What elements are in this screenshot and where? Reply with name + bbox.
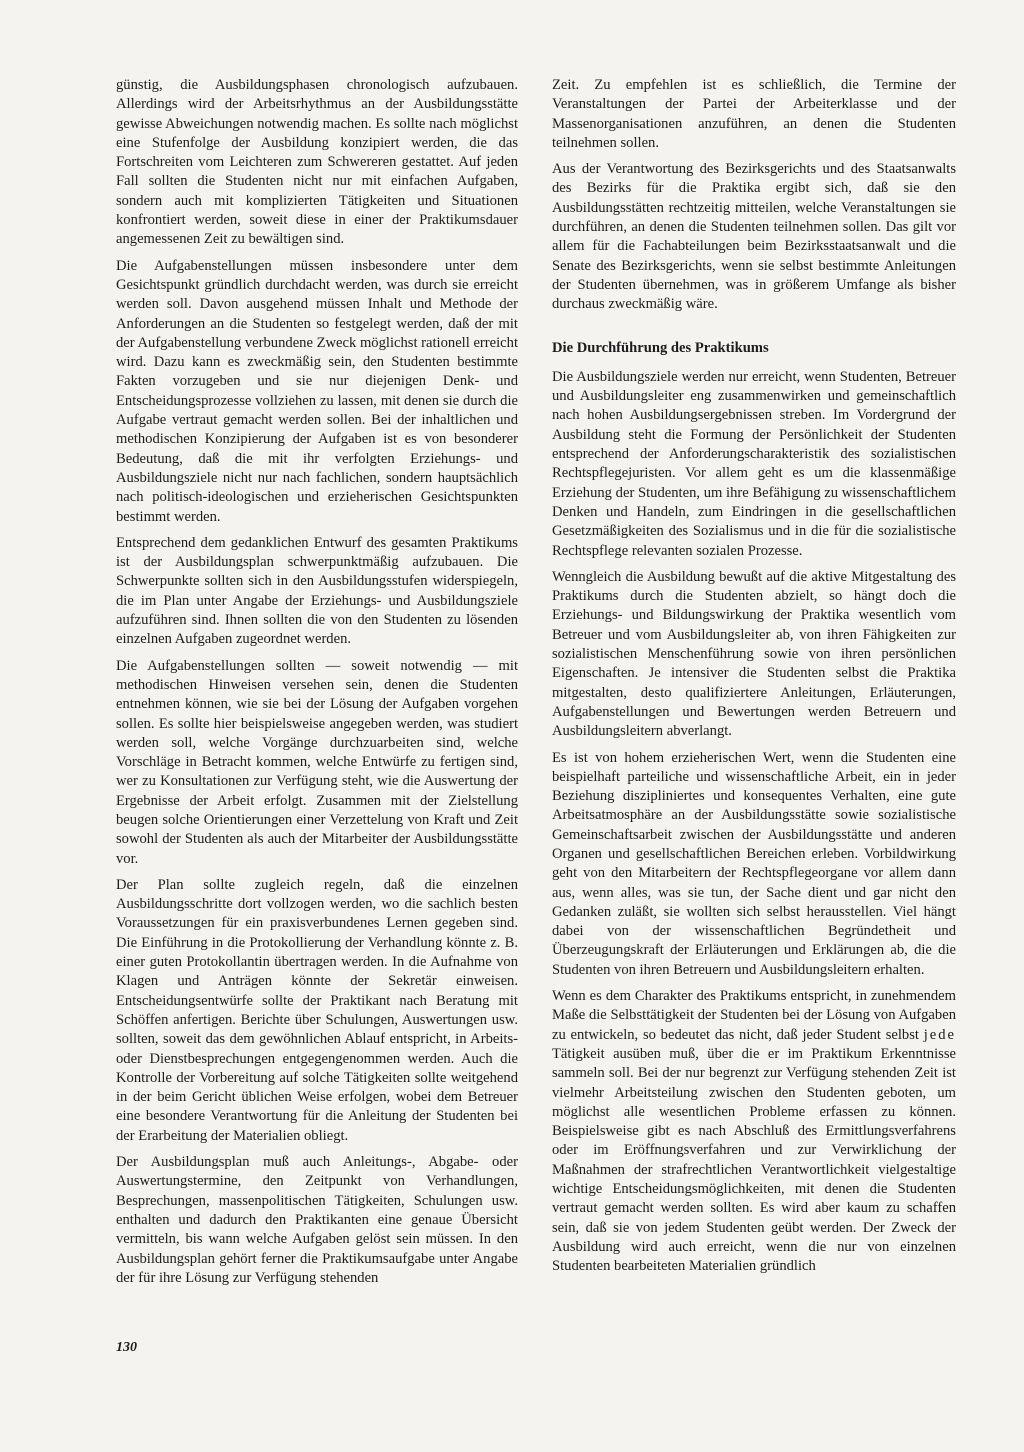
right-column <box>552 76 956 1284</box>
paragraph: Wenngleich die Ausbildung bewußt auf die aktive Mitgestaltung des Praktikums durch die Studenten abzielt, so hängt doch die Erziehungs- und Bildungswirkung der Praktika wesentlich vom Betreuer und vom Ausbildungsleiter ab, von ihren Fähigkeiten zur sozialistischen Menschenführung sowie von ihren persönlichen Eigenschaften. Je intensiver die Studenten selbst die Praktika mitgestalten, desto qualifiziertere Anleitungen, Erläuterungen, Aufgabenstellungen und Bewertungen werden Betreuern und Ausbildungsleitern abverlangt. <box>552 568 956 740</box>
paragraph: günstig, die Ausbildungsphasen chronologisch aufzubauen. Allerdings wird der Arbeitsrhythmus an der Ausbildungsstätte gewisse Abweichungen notwendig machen. Es sollte nach möglichst eine Stufenfolge der Ausbildung konzipiert werden, die das Fortschreiten vom Leichteren zum Schwereren gestattet. Auf jeden Fall sollten die Studenten nicht nur mit einfachen Aufgaben, sondern auch mit komplizierten Tätigkeiten und Situationen konfrontiert werden, soweit diese in einer der Praktikumsdauer angemessenen Zeit zu bewältigen sind. <box>116 77 518 248</box>
paragraph: Aus der Verantwortung des Bezirksgerichts und des Staatsanwalts des Bezirks für die Praktika ergibt sich, daß sie den Ausbildungsstätten rechtzeitig mitteilen, welche Veranstaltungen sie durchführen, an denen die Studenten teilnehmen sollen. Das gilt vor allem für die Fachabteilungen beim Bezirksstaatsanwalt und die Senate des Bezirksgerichts, wenn sie selbst bestimmte Anleitungen der Studenten übernehmen, was in größerem Umfange als bisher durchaus zweckmäßig wäre. <box>552 161 956 313</box>
paragraph-text: Tätigkeit ausüben muß, über die er im Praktikum Erkenntnisse sammeln soll. Bei der nur begrenzt zur Verfügung stehenden Zeit ist vielmehr Arbeitsteilung zwischen den Studenten geboten, um möglichst alle wesentlichen Probleme erfassen zu können. Beispielsweise gibt es nach Abschluß des Ermittlungsverfahrens oder im Eröffnungsverfahren und zur Verwirklichung der Maßnahmen der strafrechtlichen Verantwortlichkeit vielgestaltige wichtige Entscheidungsmöglichkeiten, mit denen die Studenten vertraut gemacht werden sollten. Es wird aber kaum zu schaffen sein, daß sie von jedem Studenten geübt werden. Der Zweck der Ausbildung wird auch erreicht, wenn die nur von einzelnen Studenten bearbeiteten Materialien gründlich <box>552 1045 956 1275</box>
paragraph: Die Aufgabenstellungen sollten — soweit notwendig — mit methodischen Hinweisen versehen sein, denen die Studenten entnehmen können, wie sie bei der Lösung der Aufgaben vorgehen sollen. Es sollte hier beispielsweise angegeben werden, was studiert werden soll, welche Vorgänge durchzuarbeiten sind, welche Vorschläge in Betracht kommen, welche Entwürfe zu fertigen sind, wer zu Konsultationen zur Verfügung steht, wie die Auswertung der Ergebnisse der Arbeit erfolgt. Zusammen mit der Zielstellung beugen solche Orientierungen einer Verzettelung von Kraft und Zeit sowohl der Studenten als auch der Mitarbeiter der Ausbildungsstätte vor. <box>116 657 518 867</box>
paragraph: Der Ausbildungsplan muß auch Anleitungs-, Abgabe- oder Auswertungstermine, den Zeitpunkt von Verhandlungen, Besprechungen, massenpolitischen Tätigkeiten, Schulungen usw. enthalten und dadurch den Praktikanten eine genaue Übersicht vermitteln, bis wann welche Aufgaben gelöst sein müssen. In den Ausbildungsplan gehört ferner die Praktikumsaufgabe unter Angabe der für ihre Lösung zur Verfügung stehenden <box>116 1154 518 1286</box>
section-heading: Die Durchführung des Praktikums <box>552 339 769 356</box>
page-number: 130 <box>116 1340 137 1355</box>
left-column <box>116 76 518 1295</box>
paragraph: Es ist von hohem erzieherischen Wert, wenn die Studenten eine beispielhaft parteiliche und wissenschaftliche Arbeit, ein in jeder Beziehung diszipliniertes und konsequentes Verhalten, eine gute Arbeitsatmosphäre an der Ausbildungsstätte sowie sozialistische Gemeinschaftsarbeit zwischen der Ausbildungsstätte und anderen Organen und gesellschaftlichen Bereichen erleben. Vorbildwirkung geht von den Mitarbeitern der Rechtspflegeorgane vor allem dann aus, wenn alles, was sie tun, der Sache dient und gar nicht den Gedanken zuläßt, sie wollten sich selbst herausstellen. Viel hängt dabei von der wissenschaftlichen Begründetheit und Überzeugungskraft der Erläuterungen und Erklärungen ab, die die Studenten von ihren Betreuern und Ausbildungsleitern erhalten. <box>552 749 956 978</box>
paragraph: Die Ausbildungsziele werden nur erreicht, wenn Studenten, Betreuer und Ausbildungsleiter eng zusammenwirken und gemeinschaftlich nach hohen Ausbildungsergebnissen streben. Im Vordergrund der Ausbildung steht die Formung der Persönlichkeit der Studenten entsprechend der Anforderungscharakteristik des sozialistischen Rechtspflegejuristen. Vor allem geht es um die klassenmäßige Erziehung der Studenten, um ihre Befähigung zu wissenschaftlichem Denken und Handeln, zum Eindringen in die gesellschaftlichen Gesetzmäßigkeiten des Sozialismus und in die für die sozialistische Rechtspflege relevanten sozialen Prozesse. <box>552 368 956 559</box>
paragraph: Zeit. Zu empfehlen ist es schließlich, die Termine der Veranstaltungen der Partei der Arbeiterklasse und der Massenorganisationen anzuführen, an denen die Studenten teilnehmen sollen. <box>552 77 956 151</box>
paragraph: Der Plan sollte zugleich regeln, daß die einzelnen Ausbildungsschritte dort vollzogen werden, wo die sachlich besten Voraussetzungen für ein praxisverbundenes Lernen gegeben sind. Die Einführung in die Protokollierung der Verhandlung könnte z. B. einer guten Protokollantin übertragen werden. In die Aufnahme von Klagen und Anträgen könnte der Sekretär einweisen. Entscheidungsentwürfe sollte der Praktikant nach Beratung mit Schöffen anfertigen. Berichte über Schulungen, Auswertungen usw. sollten, soweit das dem gewöhnlichen Ablauf entspricht, in Arbeits- oder Dienstbesprechungen entgegengenommen werden. Auch die Kontrolle der Vorbereitung auf solche Tätigkeiten sollte weitgehend in der beim Gericht üblichen Weise erfolgen, wobei dem Betreuer eine besondere Verantwortung für die Anleitung der Studenten bei der Erarbeitung der Materialien obliegt. <box>116 876 518 1144</box>
emphasized-word: jede <box>923 1026 956 1043</box>
paragraph-text: Wenn es dem Charakter des Praktikums entspricht, in zunehmendem Maße die Selbsttätigkeit der Studenten bei der Lösung von Aufgaben zu entwickeln, so bedeutet das nicht, daß jeder Student selbst <box>552 988 956 1043</box>
paragraph <box>552 987 956 1276</box>
paragraph: Die Aufgabenstellungen müssen insbesondere unter dem Gesichtspunkt gründlich durchdacht werden, was durch sie erreicht werden soll. Davon ausgehend müssen Inhalt und Methode der Anforderungen an die Studenten so festgelegt werden, daß der mit der Aufgabenstellung verbundene Zweck möglichst rationell erreicht wird. Dazu kann es zweckmäßig sein, den Studenten bestimmte Fakten vorzugeben und sie nur diejenigen Denk- und Entscheidungsprozesse vollziehen zu lassen, mit denen sie durch die Aufgabe vertraut gemacht werden sollen. Bei der inhaltlichen und methodischen Konzipierung der Aufgaben ist es von besonderer Bedeutung, daß die mit ihr verfolgten Erziehungs- und Ausbildungsziele nicht nur nach fachlichen, sondern hauptsächlich nach politisch-ideologischen und erzieherischen Gesichtspunkten bestimmt werden. <box>116 257 518 525</box>
paragraph: Entsprechend dem gedanklichen Entwurf des gesamten Praktikums ist der Ausbildungsplan schwerpunktmäßig aufzubauen. Die Schwerpunkte sollten sich in den Ausbildungsstufen widerspiegeln, die im Plan unter Angabe der Erziehungs- und Ausbildungsziele aufzuführen sind. Ihnen sollten die von den Studenten zu lösenden einzelnen Aufgaben zugeordnet werden. <box>116 534 518 648</box>
